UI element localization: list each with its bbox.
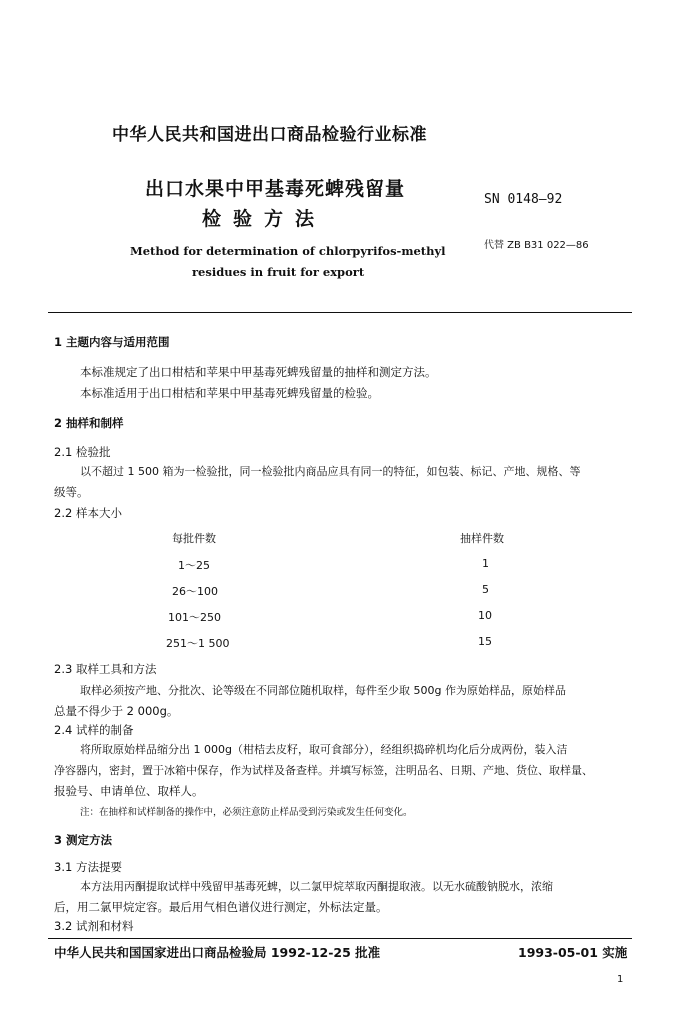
table-cell-sample: 1 — [482, 557, 489, 570]
table-cell-sample: 5 — [482, 583, 489, 596]
approval-line: 中华人民共和国国家进出口商品检验局 1992-12-25 批准 — [54, 945, 381, 960]
table-cell-sample: 15 — [478, 635, 492, 648]
page-number: 1 — [617, 974, 624, 985]
section-2-2-heading: 2.2 样本大小 — [54, 506, 122, 520]
table-header-lot-count: 每批件数 — [172, 532, 216, 545]
section-1-paragraph-2: 本标准适用于出口柑桔和苹果中甲基毒死蜱残留量的检验。 — [80, 386, 379, 400]
section-2-heading: 2 抽样和制样 — [54, 416, 124, 430]
section-2-4-heading: 2.4 试样的制备 — [54, 723, 134, 737]
section-2-4-line-2: 净容器内，密封，置于冰箱中保存，作为试样及备查样。并填写标签，注明品名、日期、产地、货位、取样量、 — [54, 764, 593, 777]
english-title-line2: residues in fruit for export — [192, 265, 365, 279]
document-title: 出口水果中甲基毒死蜱残留量 — [145, 178, 406, 200]
document-subtitle: 检验方法 — [202, 208, 327, 230]
table-cell-lot: 1～25 — [178, 559, 210, 572]
standard-authority: 中华人民共和国进出口商品检验行业标准 — [112, 125, 427, 145]
section-2-4-line-3: 报验号、申请单位、取样人。 — [54, 784, 204, 798]
table-cell-lot: 251～1 500 — [166, 637, 230, 650]
section-2-3-heading: 2.3 取样工具和方法 — [54, 662, 157, 676]
section-2-1-line-2: 级等。 — [54, 485, 89, 499]
standard-code: SN 0148—92 — [484, 192, 563, 207]
table-header-sample-count: 抽样件数 — [460, 532, 504, 545]
section-1-heading: 1 主题内容与适用范围 — [54, 335, 170, 349]
section-2-1-heading: 2.1 检验批 — [54, 445, 111, 459]
section-3-1-line-2: 后，用二氯甲烷定容。最后用气相色谱仪进行测定，外标法定量。 — [54, 900, 388, 914]
section-2-3-line-1: 取样必须按产地、分批次、论等级在不同部位随机取样，每件至少取 500g 作为原始样品，原始样品 — [80, 684, 566, 697]
section-1-paragraph-1: 本标准规定了出口柑桔和苹果中甲基毒死蜱残留量的抽样和测定方法。 — [80, 365, 437, 379]
footer-divider — [48, 938, 632, 939]
replaces-standard: 代替 ZB B31 022—86 — [484, 240, 589, 251]
section-2-3-line-2: 总量不得少于 2 000g。 — [54, 704, 179, 718]
english-title-line1: Method for determination of chlorpyrifos-methyl — [130, 244, 446, 258]
table-cell-lot: 101～250 — [168, 611, 221, 624]
table-cell-sample: 10 — [478, 609, 492, 622]
section-3-1-heading: 3.1 方法提要 — [54, 860, 122, 874]
section-2-4-line-1: 将所取原始样品缩分出 1 000g（柑桔去皮籽，取可食部分），经组织捣碎机均化后分成两份，装入洁 — [80, 743, 568, 756]
section-2-1-line-1: 以不超过 1 500 箱为一检验批，同一检验批内商品应具有同一的特征，如包装、标记、产地、规格、等 — [80, 465, 581, 478]
table-cell-lot: 26～100 — [172, 585, 218, 598]
section-3-2-heading: 3.2 试剂和材料 — [54, 919, 134, 933]
effective-date: 1993-05-01 实施 — [518, 945, 628, 960]
header-divider — [48, 312, 632, 313]
sampling-note: 注：在抽样和试样制备的操作中，必须注意防止样品受到污染或发生任何变化。 — [80, 807, 413, 818]
section-3-heading: 3 测定方法 — [54, 833, 113, 847]
section-3-1-line-1: 本方法用丙酮提取试样中残留甲基毒死蜱，以二氯甲烷萃取丙酮提取液。以无水硫酸钠脱水，浓缩 — [80, 880, 553, 893]
